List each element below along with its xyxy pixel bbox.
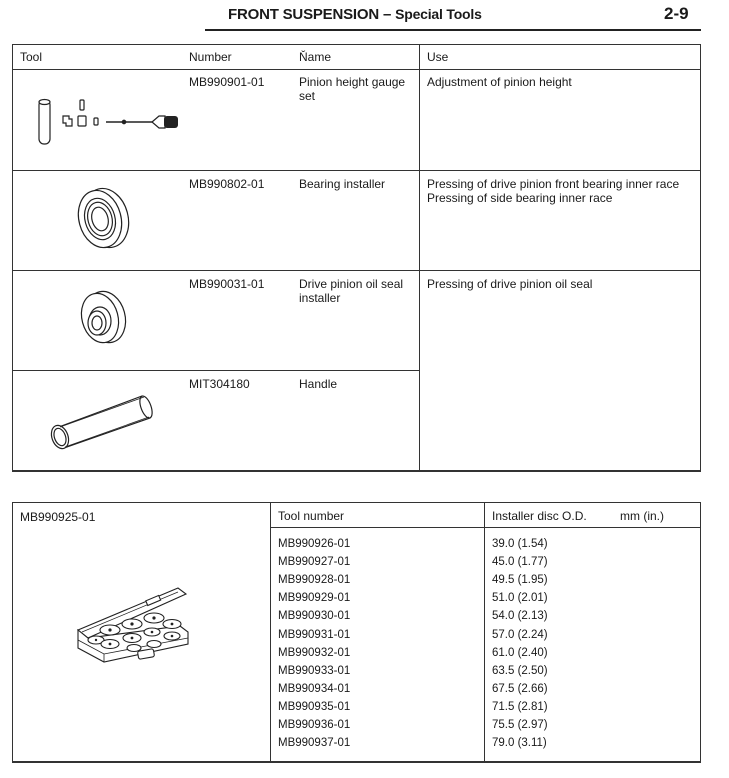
table-border-bottom [12,470,701,472]
disc-outer-diameter: 45.0 (1.77) [492,556,548,569]
pinion-gauge-set-illustration [36,96,186,150]
column-header-use: Use [427,50,449,64]
disc-tool-number: MB990934-01 [278,682,351,695]
page-title [228,6,482,23]
disc-tool-number: MB990935-01 [278,700,351,713]
tool-name: Pinion height gauge set [299,75,406,103]
disc-tool-number: MB990933-01 [278,664,351,677]
column-header-unit: mm (in.) [620,509,664,523]
tool-number: MB990802-01 [189,177,265,191]
disc-outer-diameter: 51.0 (2.01) [492,592,548,605]
disc-outer-diameter: 79.0 (3.11) [492,737,547,750]
tool-name: Bearing installer [299,177,386,191]
row-divider [12,170,701,171]
disc-outer-diameter: 67.5 (2.66) [492,682,548,695]
column-divider [270,502,271,762]
tool-use: Pressing of drive pinion front bearing inner race [427,177,680,191]
table-border-right [700,502,701,762]
tool-use: Pressing of side bearing inner race [427,191,613,205]
table-border-top [12,502,701,503]
section-title: FRONT SUSPENSION [228,6,379,23]
subsection-title: Special Tools [395,6,482,22]
page-number: 2-9 [664,4,689,23]
disc-outer-diameter: 54.0 (2.13) [492,610,548,623]
table-border-bottom [12,761,701,763]
tool-name: Drive pinion oil seal installer [299,277,404,305]
row-divider [12,370,420,371]
disc-tool-number: MB990930-01 [278,610,351,623]
table-border-top [12,44,701,45]
tool-number: MB990901-01 [189,75,265,89]
disc-tool-number: MB990927-01 [278,556,351,569]
tool-use: Adjustment of pinion height [427,75,572,89]
installer-disc-case-illustration [74,586,194,672]
column-header-tool-number: Tool number [278,509,345,523]
disc-outer-diameter: 71.5 (2.81) [492,700,548,713]
tool-number: MIT304180 [189,377,250,391]
disc-tool-number: MB990937-01 [278,737,351,750]
title-dash: – [382,6,392,23]
disc-tool-number: MB990936-01 [278,719,351,731]
tool-name: Handle [299,377,338,391]
disc-outer-diameter: 49.5 (1.95) [492,574,548,587]
disc-outer-diameter: 57.0 (2.24) [492,628,548,641]
disc-tool-number: MB990931-01 [278,628,351,641]
header-rule [205,29,701,31]
disc-outer-diameter: 75.5 (2.97) [492,719,548,731]
disc-outer-diameter: 61.0 (2.40) [492,646,548,659]
tool-use: Pressing of drive pinion oil seal [427,277,593,291]
disc-tool-number: MB990932-01 [278,646,351,659]
column-divider [484,502,485,762]
oil-seal-installer-illustration [74,288,130,348]
tool-number: MB990031-01 [189,277,265,291]
table-border-left [12,502,13,762]
bearing-installer-illustration [72,185,132,251]
table-border-right [700,44,701,471]
handle-illustration [46,390,156,450]
disc-tool-number: MB990929-01 [278,592,351,605]
disc-outer-diameter: 63.5 (2.50) [492,664,548,677]
use-column-divider [419,44,420,471]
disc-tool-number: MB990926-01 [278,538,351,550]
column-header-disc-od: Installer disc O.D. [492,509,587,523]
column-header-tool: Tool [20,50,43,64]
header-divider [270,527,701,528]
disc-outer-diameter: 39.0 (1.54) [492,538,548,550]
kit-number: MB990925-01 [20,510,96,524]
column-header-name: Ňame [299,50,332,64]
column-header-number: Number [189,50,232,64]
header-divider [12,69,701,70]
disc-tool-number: MB990928-01 [278,574,351,587]
row-divider [12,270,701,271]
table-border-left [12,44,13,471]
